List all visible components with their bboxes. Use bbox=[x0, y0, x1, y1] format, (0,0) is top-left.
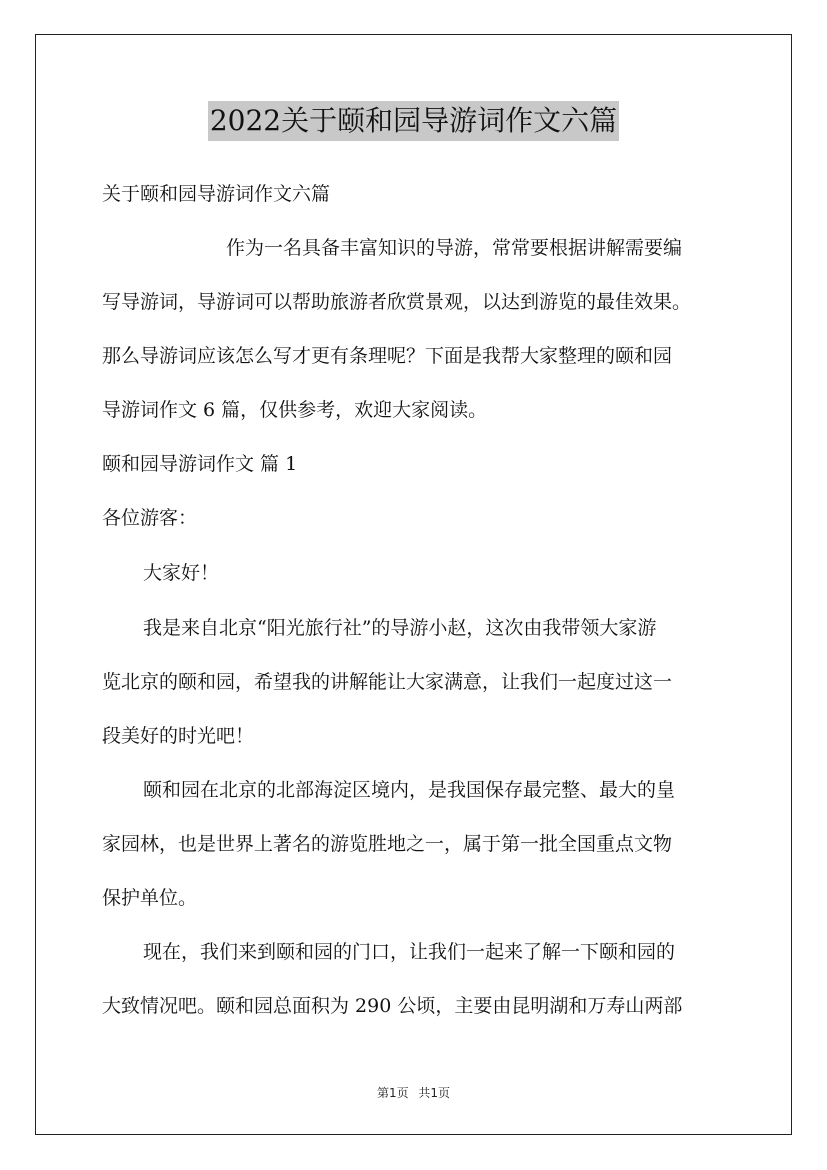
paragraph-line: 家园林，也是世界上著名的游览胜地之一，属于第一批全国重点文物 bbox=[102, 833, 673, 855]
paragraph-line: 作为一名具备丰富知识的导游，常常要根据讲解需要编 bbox=[226, 237, 683, 259]
paragraph-line: 导游词作文 6 篇，仅供参考，欢迎大家阅读。 bbox=[102, 399, 488, 421]
section-heading: 颐和园导游词作文 篇 1 bbox=[102, 453, 298, 475]
page-total: 共1页 bbox=[418, 1086, 451, 1100]
paragraph-line: 段美好的时光吧！ bbox=[102, 725, 255, 747]
paragraph-line: 大家好！ bbox=[143, 562, 220, 584]
greeting-line: 各位游客： bbox=[102, 507, 198, 529]
paragraph-line: 大致情况吧。颐和园总面积为 290 公顷，主要由昆明湖和万寿山两部 bbox=[102, 995, 683, 1017]
page-footer bbox=[0, 1084, 827, 1101]
document-title: 2022关于颐和园导游词作文六篇 bbox=[208, 101, 619, 141]
paragraph-line: 那么导游词应该怎么写才更有条理呢？下面是我帮大家整理的颐和园 bbox=[102, 345, 673, 367]
paragraph-line: 览北京的颐和园，希望我的讲解能让大家满意，让我们一起度过这一 bbox=[102, 671, 673, 693]
paragraph-line: 我是来自北京“阳光旅行社”的导游小赵，这次由我带领大家游 bbox=[143, 617, 657, 639]
paragraph-line: 颐和园在北京的北部海淀区境内，是我国保存最完整、最大的皇 bbox=[143, 779, 676, 801]
subtitle-line: 关于颐和园导游词作文六篇 bbox=[102, 183, 331, 205]
paragraph-line: 现在，我们来到颐和园的门口，让我们一起来了解一下颐和园的 bbox=[143, 941, 676, 963]
page-number: 第1页 bbox=[376, 1086, 409, 1100]
paragraph-line: 保护单位。 bbox=[102, 887, 198, 909]
title-container bbox=[0, 101, 827, 141]
paragraph-line: 写导游词，导游词可以帮助旅游者欣赏景观，以达到游览的最佳效果。 bbox=[102, 291, 692, 313]
